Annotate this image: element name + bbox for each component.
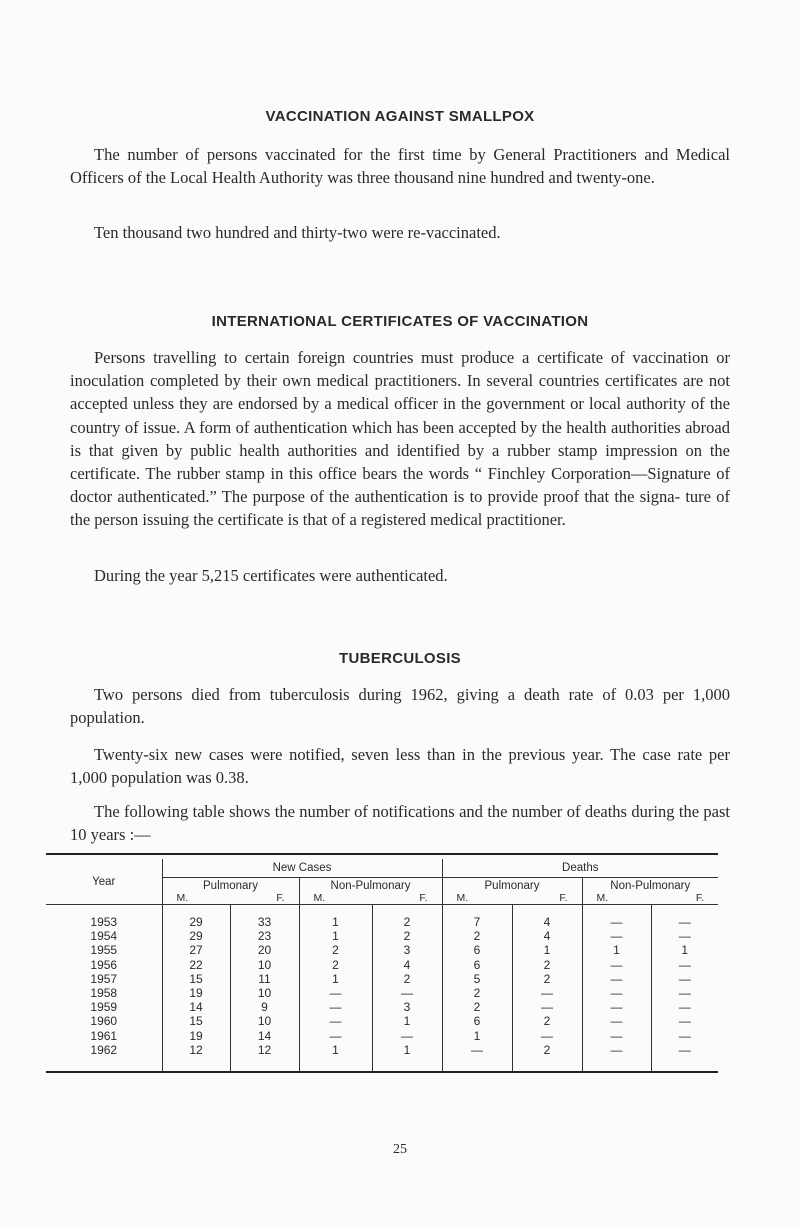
table-cell: 33 bbox=[230, 915, 299, 929]
table-row bbox=[46, 1029, 718, 1043]
deaths-header: Deaths bbox=[442, 859, 718, 878]
table-cell: 3 bbox=[372, 943, 442, 957]
table-cell: 2 bbox=[512, 1014, 582, 1028]
table-cell: — bbox=[651, 915, 718, 929]
table-cell: — bbox=[512, 1000, 582, 1014]
table-cell: 1 bbox=[372, 1014, 442, 1028]
table-cell: — bbox=[582, 972, 651, 986]
tuberculosis-heading: TUBERCULOSIS bbox=[339, 650, 461, 667]
table-row bbox=[46, 1043, 718, 1057]
tuberculosis-paragraph-1: Two persons died from tuberculosis during 1962, giving a death rate of 0.03 per 1,000 population. bbox=[70, 685, 730, 728]
table-cell: — bbox=[372, 986, 442, 1000]
tuberculosis-table bbox=[46, 853, 718, 1073]
table-cell: 27 bbox=[162, 943, 230, 957]
table-cell: — bbox=[582, 915, 651, 929]
certificates-heading: INTERNATIONAL CERTIFICATES OF VACCINATION bbox=[211, 313, 589, 330]
table-cell: — bbox=[651, 958, 718, 972]
table-cell: — bbox=[582, 986, 651, 1000]
deaths-non-pulmonary-f-header: F. bbox=[695, 892, 704, 904]
year-cell: 1955 bbox=[90, 943, 118, 958]
table-cell: 9 bbox=[230, 1000, 299, 1014]
deaths-pulmonary-f-header: F. bbox=[559, 892, 568, 904]
year-cell: 1953 bbox=[90, 915, 118, 929]
table-cell: 14 bbox=[230, 1029, 299, 1043]
tuberculosis-paragraph-3: The following table shows the number of notifications and the number of deaths during the past 10 years :— bbox=[70, 802, 730, 845]
table-cell: — bbox=[372, 1029, 442, 1043]
page-number: 25 bbox=[393, 1142, 407, 1157]
deaths-pulmonary-m-header: M. bbox=[442, 892, 512, 905]
table-cell: 19 bbox=[162, 986, 230, 1000]
year-column-header: Year bbox=[92, 875, 116, 888]
table-cell: 5 bbox=[442, 972, 512, 986]
table-cell: — bbox=[299, 1029, 372, 1043]
table-cell: — bbox=[299, 1014, 372, 1028]
table-cell: 2 bbox=[512, 1043, 582, 1057]
year-cell: 1959 bbox=[90, 1000, 118, 1015]
new-cases-header: New Cases bbox=[162, 859, 442, 878]
table-cell: 1 bbox=[372, 1043, 442, 1057]
table-cell: — bbox=[651, 1043, 718, 1057]
table-cell: — bbox=[651, 1014, 718, 1028]
table-cell: 10 bbox=[230, 1014, 299, 1028]
table-cell: 15 bbox=[162, 1014, 230, 1028]
year-cell: 1956 bbox=[90, 957, 118, 972]
certificates-paragraph-2: During the year 5,215 certificates were authenticated. bbox=[94, 566, 448, 585]
table-cell: 10 bbox=[230, 958, 299, 972]
new-pulmonary-m-header: M. bbox=[162, 892, 230, 905]
deaths-pulmonary-header: Pulmonary bbox=[442, 878, 582, 893]
table-cell: — bbox=[651, 929, 718, 943]
table-cell: — bbox=[651, 972, 718, 986]
table-cell: — bbox=[512, 1029, 582, 1043]
deaths-non-pulmonary-m-header: M. bbox=[582, 892, 651, 905]
table-row bbox=[46, 929, 718, 943]
table-cell: 1 bbox=[299, 1043, 372, 1057]
table-cell: 2 bbox=[299, 943, 372, 957]
table-row bbox=[46, 958, 718, 972]
deaths-non-pulmonary-header: Non-Pulmonary bbox=[582, 878, 718, 893]
table-cell: 3 bbox=[372, 1000, 442, 1014]
year-cell: 1960 bbox=[90, 1014, 118, 1029]
table-cell: 6 bbox=[442, 943, 512, 957]
table-cell: — bbox=[582, 1000, 651, 1014]
table-row bbox=[46, 972, 718, 986]
table-cell: 1 bbox=[512, 943, 582, 957]
table-cell: 2 bbox=[372, 972, 442, 986]
table-cell: 2 bbox=[299, 958, 372, 972]
table-row bbox=[46, 915, 718, 929]
smallpox-paragraph-1: The number of persons vaccinated for the first time by General Practitioners and Medical Officers of the Local Health Authority was three thousand nine hundred and twenty-one. bbox=[70, 145, 730, 188]
new-non-pulmonary-f-header: F. bbox=[419, 892, 428, 904]
table-cell: 2 bbox=[512, 972, 582, 986]
table-cell: — bbox=[299, 986, 372, 1000]
new-pulmonary-header: Pulmonary bbox=[162, 878, 299, 893]
new-non-pulmonary-m-header: M. bbox=[299, 892, 372, 905]
table-cell: 14 bbox=[162, 1000, 230, 1014]
table-cell: 4 bbox=[512, 929, 582, 943]
table-cell: — bbox=[582, 958, 651, 972]
table-cell: 2 bbox=[372, 915, 442, 929]
year-cell: 1962 bbox=[90, 1042, 118, 1057]
smallpox-paragraph-2: Ten thousand two hundred and thirty-two were re-vaccinated. bbox=[94, 223, 501, 242]
year-cell: 1957 bbox=[90, 971, 118, 986]
table-row bbox=[46, 1000, 718, 1014]
table-cell: — bbox=[512, 986, 582, 1000]
table-cell: 1 bbox=[442, 1029, 512, 1043]
table-cell: 12 bbox=[230, 1043, 299, 1057]
table-cell: 6 bbox=[442, 1014, 512, 1028]
table-cell: 10 bbox=[230, 986, 299, 1000]
table-cell: 7 bbox=[442, 915, 512, 929]
table-cell: — bbox=[582, 1029, 651, 1043]
table-cell: — bbox=[582, 929, 651, 943]
table-cell: 29 bbox=[162, 929, 230, 943]
table-cell: 1 bbox=[651, 943, 718, 957]
table-cell: 1 bbox=[299, 972, 372, 986]
table-cell: 19 bbox=[162, 1029, 230, 1043]
table-cell: — bbox=[582, 1043, 651, 1057]
table-cell: 20 bbox=[230, 943, 299, 957]
table-cell: — bbox=[651, 1029, 718, 1043]
table-cell: 12 bbox=[162, 1043, 230, 1057]
year-cell: 1961 bbox=[90, 1028, 118, 1043]
table-cell: 1 bbox=[299, 915, 372, 929]
table-cell: 1 bbox=[299, 929, 372, 943]
table-cell: 2 bbox=[442, 986, 512, 1000]
table-cell: 1 bbox=[582, 943, 651, 957]
table-cell: — bbox=[651, 986, 718, 1000]
table-cell: 2 bbox=[442, 1000, 512, 1014]
table-cell: 29 bbox=[162, 915, 230, 929]
smallpox-heading: VACCINATION AGAINST SMALLPOX bbox=[265, 108, 535, 125]
table-row bbox=[46, 943, 718, 957]
new-non-pulmonary-header: Non-Pulmonary bbox=[299, 878, 442, 893]
table-cell: 23 bbox=[230, 929, 299, 943]
table-row bbox=[46, 1014, 718, 1028]
table-cell: 4 bbox=[512, 915, 582, 929]
table-cell: 22 bbox=[162, 958, 230, 972]
table-cell: — bbox=[582, 1014, 651, 1028]
table-row bbox=[46, 986, 718, 1000]
year-cell: 1954 bbox=[90, 929, 118, 944]
tuberculosis-paragraph-2: Twenty-six new cases were notified, seven less than in the previous year. The case rate per 1,000 population was 0.38. bbox=[70, 745, 730, 788]
table-cell: 11 bbox=[230, 972, 299, 986]
year-cell: 1958 bbox=[90, 986, 118, 1001]
table-cell: 6 bbox=[442, 958, 512, 972]
new-pulmonary-f-header: F. bbox=[276, 892, 285, 904]
table-cell: — bbox=[299, 1000, 372, 1014]
table-cell: 2 bbox=[512, 958, 582, 972]
table-cell: 2 bbox=[442, 929, 512, 943]
table-cell: 2 bbox=[372, 929, 442, 943]
table-cell: 15 bbox=[162, 972, 230, 986]
table-cell: — bbox=[651, 1000, 718, 1014]
certificates-paragraph-1: Persons travelling to certain foreign countries must produce a certificate of vaccination or inoculation completed by their own medical practitioners. In several countries certificates are not accepted unless they are endorsed by a medical officer in the government or local authority of the country of issue. A form of authentication which has been accepted by the health authorities abroad is that given by public health authorities and identified by a rubber stamp impression on the certificate. The rubber stamp in this office bears the words “ Finchley Corporation—Signature of doctor authenticated.” The purpose of the authentication is to provide proof that the signa- ture of the person issuing the certificate is that of a registered medical practitioner. bbox=[70, 348, 730, 530]
table-cell: — bbox=[442, 1043, 512, 1057]
table-cell: 4 bbox=[372, 958, 442, 972]
